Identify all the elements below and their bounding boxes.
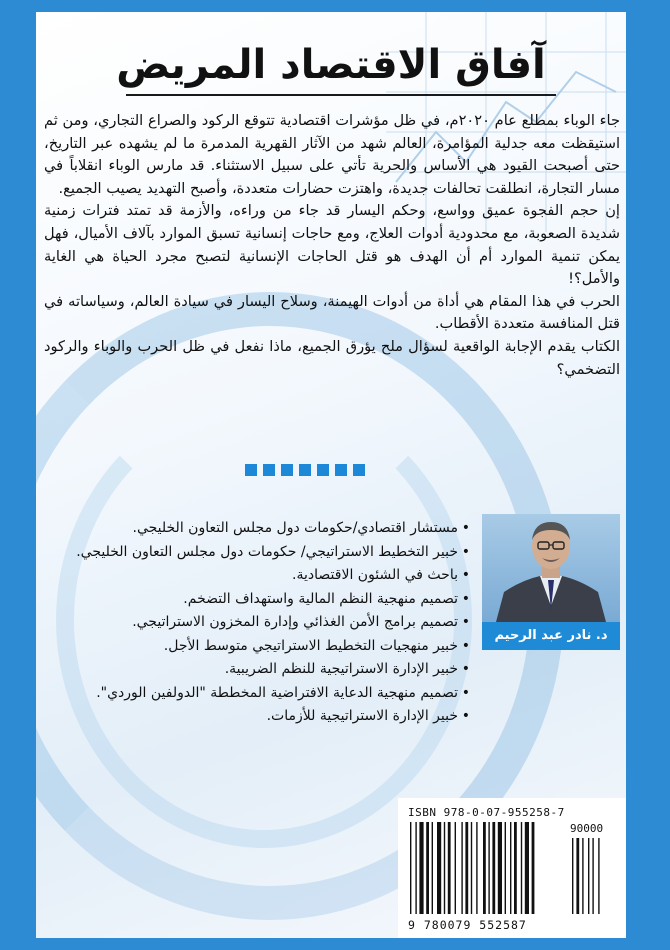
synopsis-paragraph: الكتاب يقدم الإجابة الواقعية لسؤال ملح يؤرق الجميع، ماذا نفعل في ظل الحرب والوباء والركود التضخمي؟ bbox=[44, 337, 620, 378]
barcode-bar bbox=[532, 822, 535, 914]
barcode-addon-bar bbox=[598, 838, 599, 914]
barcode-bar bbox=[465, 822, 468, 914]
barcode-bars bbox=[408, 822, 616, 916]
barcode-bar bbox=[419, 822, 423, 914]
author-photo bbox=[482, 514, 620, 622]
barcode-bar bbox=[525, 822, 529, 914]
barcode-addon-bar bbox=[582, 838, 583, 914]
barcode-bar bbox=[426, 822, 429, 914]
barcode-bar bbox=[444, 822, 445, 914]
author-name: د. نادر عبد الرحيم bbox=[482, 622, 620, 650]
bio-item: • باحث في الشئون الاقتصادية. bbox=[40, 564, 470, 588]
synopsis bbox=[44, 110, 620, 381]
bio-item: • خبير منهجيات التخطيط الاستراتيجي متوسط الأجل. bbox=[40, 635, 470, 659]
barcode-bar bbox=[505, 822, 506, 914]
bio-item: • خبير التخطيط الاستراتيجي/ حكومات دول مجلس التعاون الخليجي. bbox=[40, 541, 470, 565]
book-title: آفاق الاقتصاد المريض bbox=[116, 42, 546, 88]
barcode-addon-bar bbox=[572, 838, 573, 914]
barcode-bar bbox=[498, 822, 502, 914]
barcode-addon-bar bbox=[576, 838, 579, 914]
synopsis-paragraph: الحرب في هذا المقام هي أداة من أدوات الهيمنة، وسلاح اليسار في سيادة العالم، وسياساته في قتل المنافسة متعددة الأقطاب. bbox=[44, 292, 620, 333]
author-bio-list bbox=[40, 517, 470, 729]
isbn-label: ISBN 978-0-07-955258-7 bbox=[408, 806, 565, 819]
cover-panel bbox=[36, 12, 626, 938]
barcode-bar bbox=[476, 822, 477, 914]
barcode-bar bbox=[483, 822, 486, 914]
price-code: 90000 bbox=[570, 822, 604, 835]
barcode-bar bbox=[437, 822, 441, 914]
barcode-bar bbox=[432, 822, 433, 914]
barcode-bar bbox=[471, 822, 472, 914]
barcode-bar bbox=[410, 822, 411, 914]
bio-item: • خبير الإدارة الاستراتيجية للأزمات. bbox=[40, 705, 470, 729]
barcode-bar bbox=[415, 822, 416, 914]
synopsis-paragraph: إن حجم الفجوة عميق وواسع، وحكم اليسار قد جاء من وراءه، والأزمة قد تمتد فترات زمنية شديدة الصعوبة، مع محدودية أدوات العلاج، ومع حاجات إنسانية تسبق الموارد بآلاف الأميال، فهل يمكن تنمية الموارد أم أن الهدف هو قتل الحاجات الإنسانية لتصبح مجرد الحياة هي الغاية والأمل؟! bbox=[44, 202, 620, 288]
barcode-bar bbox=[514, 822, 517, 914]
barcode-bar bbox=[455, 822, 456, 914]
barcode-bar bbox=[461, 822, 462, 914]
barcode-bar bbox=[510, 822, 511, 914]
bio-item: • مستشار اقتصادي/حكومات دول مجلس التعاون الخليجي. bbox=[40, 517, 470, 541]
ean-digits: 9 780079 552587 bbox=[408, 918, 527, 932]
bio-item: • خبير الإدارة الاستراتيجية للنظم الضريبية. bbox=[40, 658, 470, 682]
separator-dots bbox=[245, 464, 365, 476]
barcode-addon-bar bbox=[592, 838, 593, 914]
barcode-bar bbox=[492, 822, 495, 914]
bio-item: • تصميم منهجية الدعاية الافتراضية المخططة "الدولفين الوردي". bbox=[40, 682, 470, 706]
bio-item: • تصميم برامج الأمن الغذائي وإدارة المخزون الاستراتيجي. bbox=[40, 611, 470, 635]
barcode-bar bbox=[448, 822, 451, 914]
title-underline bbox=[126, 94, 556, 96]
synopsis-paragraph: جاء الوباء بمطلع عام ٢٠٢٠م، في ظل مؤشرات اقتصادية تتوقع الركود والصراع التجاري، ومن ثم استيقظت معه جدلية المؤامرة، العالم شهد من الآثار القهرية المدمرة ما لم يشهده عبر التاريخ، حتى أصبحت القيود هي الأساس والحرية تأتي على سبيل الاستثناء. قد مارس الوباء انقلاباً في مسار التجارة، انطلقت تحالفات جديدة، واهتزت حضارات متعددة، وأصبح التهديد يصيب الجميع. bbox=[44, 112, 620, 197]
barcode-bar bbox=[521, 822, 522, 914]
isbn-barcode bbox=[398, 798, 626, 938]
barcode-bar bbox=[488, 822, 489, 914]
bio-item: • تصميم منهجية النظم المالية واستهداف التضخم. bbox=[40, 588, 470, 612]
barcode-addon-bar bbox=[588, 838, 589, 914]
